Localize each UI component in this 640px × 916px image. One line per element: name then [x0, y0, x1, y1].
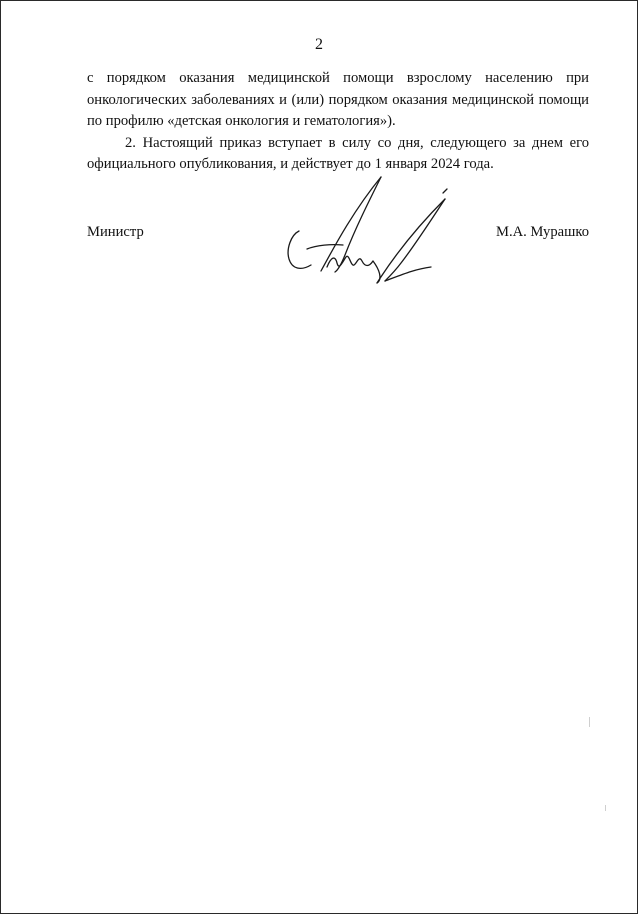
- signer-position: Министр: [87, 224, 144, 240]
- scan-artifact: [605, 805, 606, 811]
- signer-name: М.А. Мурашко: [495, 224, 589, 240]
- handwritten-signature: [283, 171, 453, 293]
- scan-artifact: [589, 717, 590, 727]
- paragraph-effective-date: 2. Настоящий приказ вступает в силу со дня, следующего за днем его официального опубликования, и действует до 1 января 2024 года.: [87, 134, 589, 173]
- document-body: [87, 68, 589, 176]
- paragraph-continuation: с порядком оказания медицинской помощи взрослому населению при онкологических заболеваниях и (или) порядком оказания медицинской помощи по профилю «детская онкология и гематология»).: [87, 70, 589, 130]
- page-number: 2: [315, 36, 323, 53]
